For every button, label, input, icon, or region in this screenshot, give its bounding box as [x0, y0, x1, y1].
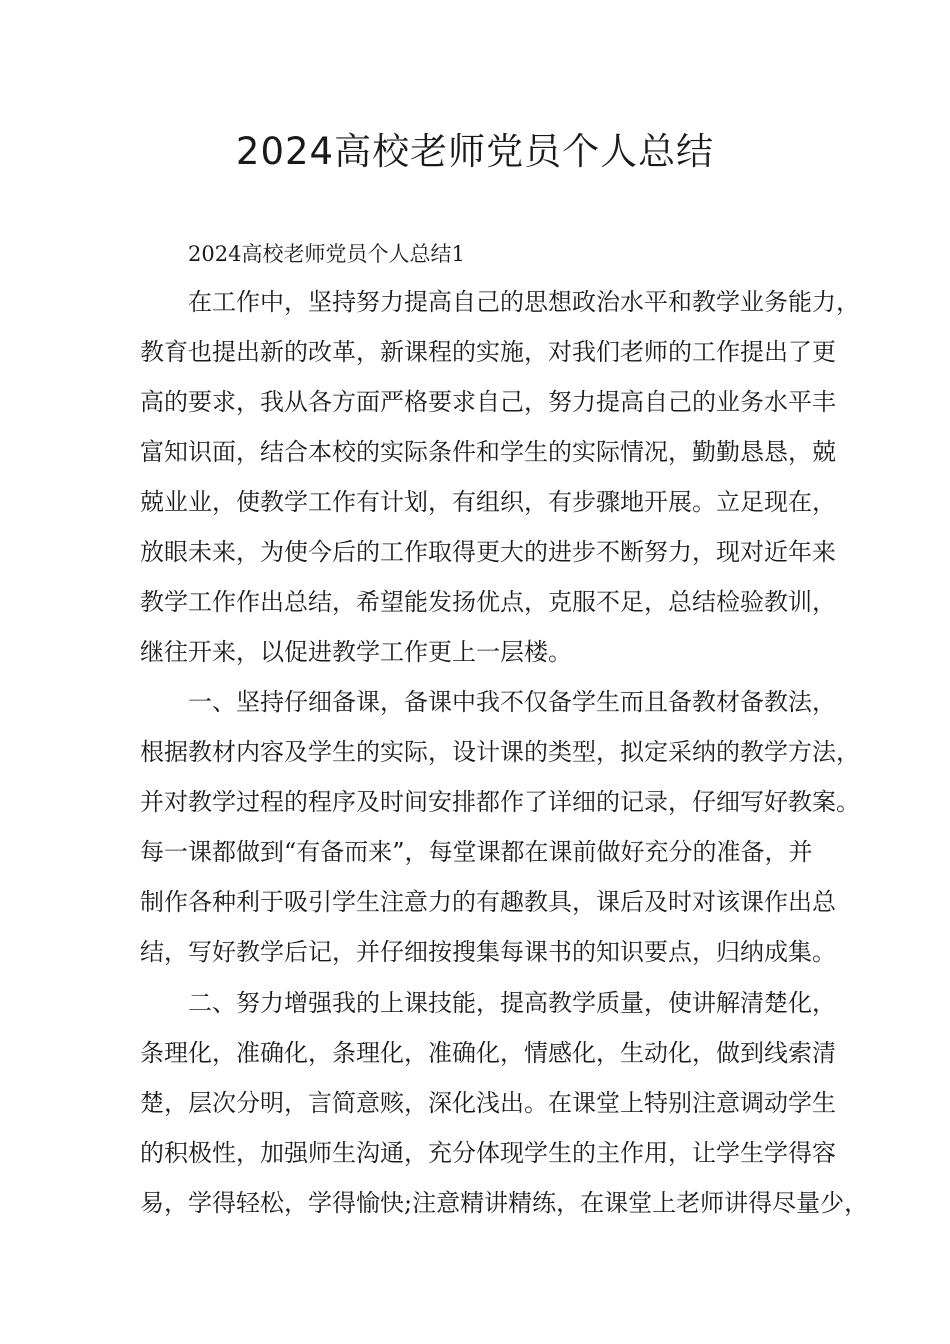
paragraph-line: 教育也提出新的改革，新课程的实施，对我们老师的工作提出了更 — [140, 338, 836, 366]
paragraph-line: 易，学得轻松，学得愉快;注意精讲精练，在课堂上老师讲得尽量少， — [140, 1189, 869, 1217]
section-subtitle: 2024高校老师党员个人总结1 — [188, 242, 465, 266]
paragraph-line: 每一课都做到“有备而来”，每堂课都在课前做好充分的准备，并 — [140, 838, 813, 866]
paragraph-line: 条理化，准确化，条理化，准确化，情感化，生动化，做到线索清 — [140, 1039, 836, 1067]
paragraph-line: 兢业业，使教学工作有计划，有组织，有步骤地开展。立足现在， — [140, 488, 836, 516]
paragraph-line: 结，写好教学后记，并仔细按搜集每课书的知识要点，归纳成集。 — [140, 938, 836, 966]
paragraph-line: 教学工作作出总结，希望能发扬优点，克服不足，总结检验教训， — [140, 588, 836, 616]
paragraph-line: 富知识面，结合本校的实际条件和学生的实际情况，勤勤恳恳，兢 — [140, 438, 836, 466]
paragraph-2 — [0, 677, 950, 977]
paragraph-line: 制作各种利于吸引学生注意力的有趣教具，课后及时对该课作出总 — [140, 888, 836, 916]
paragraph-3 — [0, 978, 950, 1228]
paragraph-line: 在工作中，坚持努力提高自己的思想政治水平和教学业务能力， — [188, 288, 860, 316]
paragraph-1 — [0, 277, 950, 677]
paragraph-line: 楚，层次分明，言简意赅，深化浅出。在课堂上特别注意调动学生 — [140, 1089, 836, 1117]
paragraph-line: 二、努力增强我的上课技能，提高教学质量，使讲解清楚化， — [188, 989, 836, 1017]
document-title: 2024高校老师党员个人总结 — [235, 130, 715, 173]
paragraph-line: 根据教材内容及学生的实际，设计课的类型，拟定采纳的教学方法， — [140, 738, 860, 766]
paragraph-line: 并对教学过程的程序及时间安排都作了详细的记录，仔细写好教案。 — [140, 788, 860, 816]
paragraph-line: 放眼未来，为使今后的工作取得更大的进步不断努力，现对近年来 — [140, 538, 836, 566]
paragraph-line: 继往开来，以促进教学工作更上一层楼。 — [140, 638, 572, 666]
paragraph-line: 高的要求，我从各方面严格要求自己，努力提高自己的业务水平丰 — [140, 388, 836, 416]
paragraph-line: 的积极性，加强师生沟通，充分体现学生的主作用，让学生学得容 — [140, 1139, 836, 1167]
paragraph-line: 一、坚持仔细备课，备课中我不仅备学生而且备教材备教法， — [188, 688, 836, 716]
